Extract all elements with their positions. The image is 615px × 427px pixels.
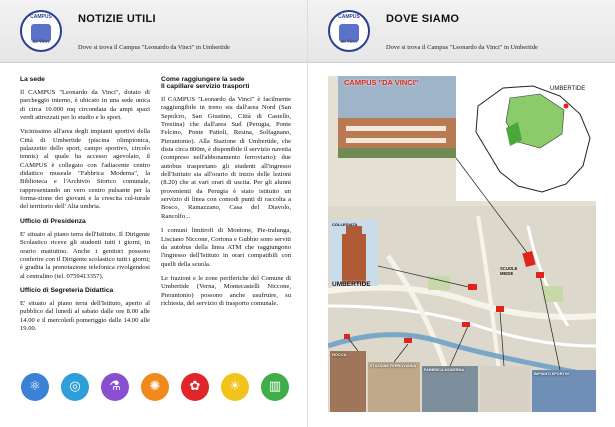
page-subtitle: Dove si trova il Campus "Leonardo da Vinci" in Umbertide bbox=[78, 44, 230, 51]
campus-photo-label: CAMPUS "DA VINCI" bbox=[344, 78, 419, 87]
palette-icon: ✿ bbox=[181, 373, 209, 401]
logo-base-text: da Vinci bbox=[340, 40, 358, 45]
right-page bbox=[307, 0, 615, 427]
map-graphic bbox=[328, 76, 596, 412]
campus-logo bbox=[328, 10, 370, 52]
heading-raggiungere: Come raggiungere la sede bbox=[161, 76, 245, 83]
left-header bbox=[0, 0, 307, 63]
globe-icon: ◎ bbox=[61, 373, 89, 401]
books-icon: ▥ bbox=[261, 373, 289, 401]
region-city-label: UMBERTIDE bbox=[550, 86, 586, 92]
atom-icon: ⚛ bbox=[21, 373, 49, 401]
heading-presidenza: Ufficio di Presidenza bbox=[20, 217, 86, 225]
page-title: DOVE SIAMO bbox=[386, 13, 460, 25]
impianti-label: IMPIANTI SPORTIVI bbox=[534, 372, 570, 376]
sede-paragraph-1: Il CAMPUS "Leonardo da Vinci", dotato di parcheggio interno, è ubicato in una sede unica di circa 10.000 mq circondata da ampi spazi verdi attrezzati per lo studio e lo sport. bbox=[20, 89, 150, 122]
vitruvian-icon: ✺ bbox=[141, 373, 169, 401]
column-sede bbox=[20, 76, 150, 339]
column-trasporti bbox=[161, 76, 291, 314]
fabbrica-label: FABBRICA MODERNA bbox=[424, 368, 465, 372]
trasporti-paragraph-2: I comuni limitrofi di Montone, Pie-tralunga, Lisciano Niccone, Cortona e Gubbio sono serviti da autobus della linea ATM che raggiungono l'ingresso dell'Istituto in orari compatibili con quelli della scuola. bbox=[161, 227, 291, 268]
heading-sede: La sede bbox=[20, 76, 45, 83]
campus-logo bbox=[20, 10, 62, 52]
trasporti-paragraph-3: Le frazioni e le zone periferiche del Comune di Umbertide (Verna, Montecastelli Niccone, Pierantonio) possono anche usufruire, su richiesta, del servizio di trasporto comunale. bbox=[161, 274, 291, 307]
rocca-label: ROCCA bbox=[332, 352, 347, 357]
map-city-label: UMBERTIDE bbox=[332, 281, 371, 288]
sun-icon: ☀ bbox=[221, 373, 249, 401]
stazione-label: STAZIONE FERROVIARIA bbox=[370, 364, 417, 368]
segreteria-paragraph: E' situato al piano terra dell'Istituto, aperto al pubblico dal lunedì al sabato dalle ore 8.00 alle 14.00 e il mercoledì pomeriggio dalle 14.00 alle 19.00. bbox=[20, 299, 150, 332]
location-map bbox=[328, 76, 596, 412]
right-header bbox=[308, 0, 615, 63]
trasporti-paragraph-1: Il CAMPUS "Leonardo da Vinci" è facilmente raggiungibile in treno sia dall'area Nord (San Sepolcro, San Giustino, Città di Castello, Trestina) che dall'area Sud (Perugia, Ponte Felcino, Ponte Pattoli, Resina, Solfagnano, Pierantonio). Alla Stazione di Umbertide, che dista circa 800m, è disponibile il servizio navetta (compreso nell'abbonamento ferroviario): due autobus trasportano gli studenti all'ingresso dell'Istituto sia all'orario di inizio delle lezioni (8.20) che ai vari orari di uscita. Per gli alunni provenienti da Perugia è stato istituito un servizio di linea con comodi punti di raccolta a Bosco, Ramazzano, Casa del Diavolo, Rancolfo... bbox=[161, 96, 291, 220]
page-subtitle: Dove si trova il Campus "Leonardo da Vinci" in Umbertide bbox=[386, 44, 538, 51]
microscope-icon: ⚗ bbox=[101, 373, 129, 401]
scuole-medie-label: SCUOLE MEDIE bbox=[500, 266, 518, 276]
sede-paragraph-2: Vicinissimo all'area degli impianti sportivi della Città di Umbertide (piscina olimpionica, palazzetto dello sport, campo sportivo, circolo tennis) al quale ha accesso agevolato, il CAMPUS è collegato con l'adiacente centro didattico museale "Fabbrica Moderna", la Biblioteca e l'Archivio Storico comunale, rappresentando un vero centro pulsante per la forma-zione dei giovani e la crescita cul-turale del territorio dell' Alta umbria. bbox=[20, 128, 150, 211]
left-page bbox=[0, 0, 307, 427]
logo-base-text: da Vinci bbox=[32, 40, 50, 45]
page-title: NOTIZIE UTILI bbox=[78, 13, 156, 25]
logo-ring-text: CAMPUS bbox=[30, 14, 52, 20]
presidenza-paragraph: E' situato al piano terra dell'Istituto. Il Dirigente Scolastico riceve gli studenti tutti i giorni, in orario mattutino. Anche i genitori possono conferire con il Dirigente scolastico tutti i giorni; è gradita la prenotazione telefonica rivolgendosi al centralino (tel. 0759413357). bbox=[20, 230, 150, 280]
logo-ring-text: CAMPUS bbox=[338, 14, 360, 20]
subject-icons-row bbox=[21, 373, 291, 403]
heading-segreteria: Ufficio di Segreteria Didattica bbox=[20, 286, 114, 294]
heading-trasporti: Il capillare servizio trasporti bbox=[161, 83, 250, 90]
collegiata-label: COLLEGIATA bbox=[332, 222, 358, 227]
